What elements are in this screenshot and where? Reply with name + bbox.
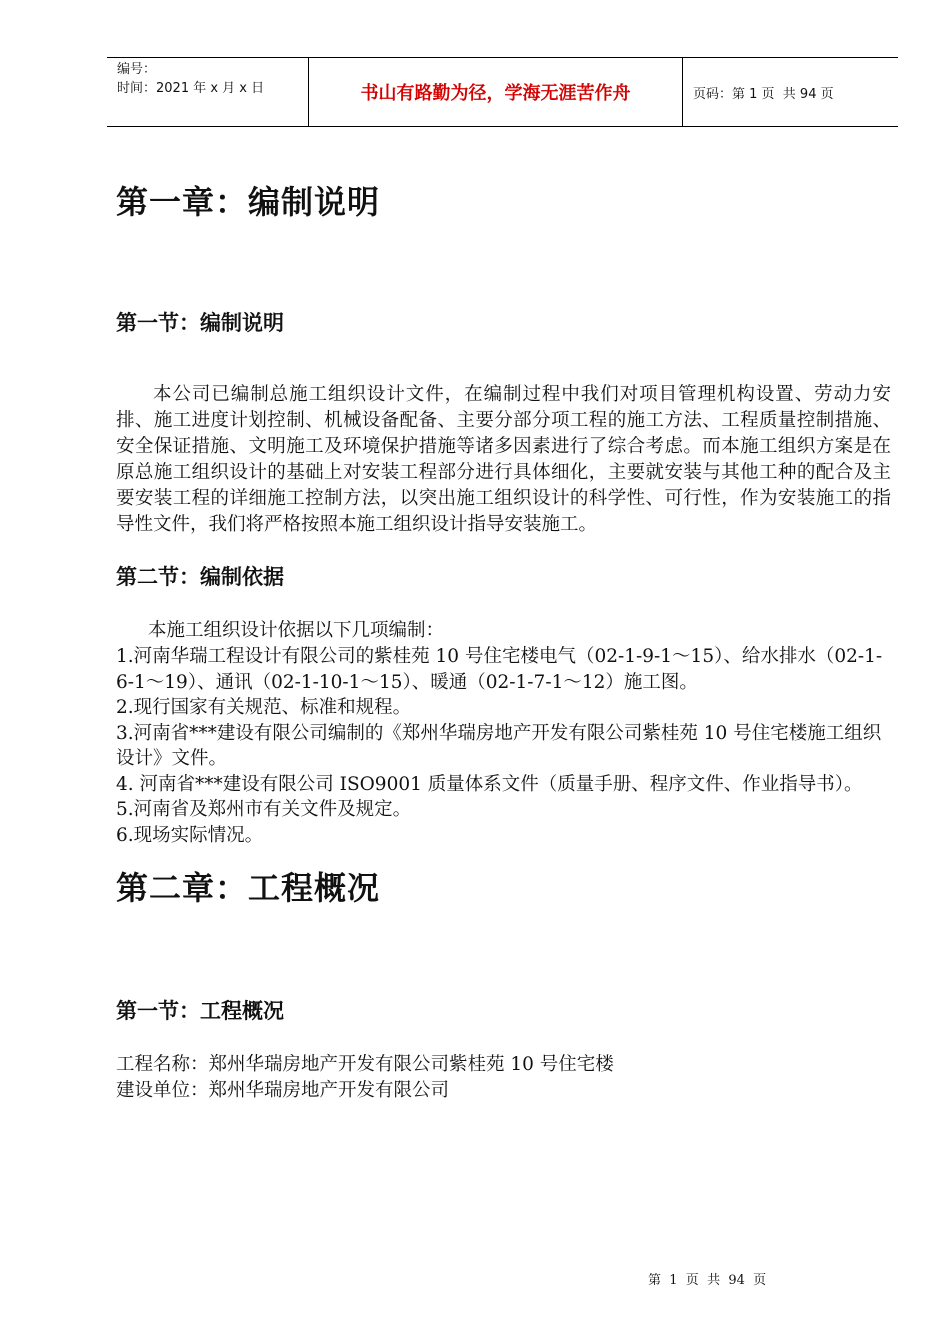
chapter-2-section-1-title: 第一节：工程概况 <box>116 999 284 1023</box>
header-meta <box>107 58 309 126</box>
basis-item-4: 4. 河南省***建设有限公司 ISO9001 质量体系文件（质量手册、程序文件、作业指导书）。 <box>116 773 863 795</box>
basis-item-2: 2.现行国家有关规范、标准和规程。 <box>116 697 412 718</box>
chapter-1-section-2-title: 第二节：编制依据 <box>116 565 284 589</box>
page-footer: 第 1 页 共 94 页 <box>648 1273 767 1288</box>
basis-item-5: 5.河南省及郑州市有关文件及规定。 <box>116 799 412 820</box>
header-motto: 书山有路勤为径，学海无涯苦作舟 <box>309 58 683 126</box>
number-label: 编号： <box>117 62 157 77</box>
chapter-1-title: 第一章：编制说明 <box>116 183 381 221</box>
basis-item-3: 3.河南省***建设有限公司编制的《郑州华瑞房地产开发有限公司紫桂苑 10 号住宅楼施工组织设计》文件。 <box>116 722 882 769</box>
page-info-text: 页码：第 1 页 共 94 页 <box>693 86 834 102</box>
chapter-1-section-1-title: 第一节：编制说明 <box>116 311 284 335</box>
header-page-info <box>683 58 898 126</box>
page-header <box>107 57 898 127</box>
basis-item-1: 1.河南华瑞工程设计有限公司的紫桂苑 10 号住宅楼电气（02-1-9-1～15）、给水排水（02-1-6-1～19）、通讯（02-1-10-1～15）、暖通（02-1-7-1～12）施工图。 <box>116 646 883 693</box>
chapter-2-title: 第二章：工程概况 <box>116 869 381 907</box>
section-1-paragraph: 本公司已编制总施工组织设计文件，在编制过程中我们对项目管理机构设置、劳动力安排、施工进度计划控制、机械设备配备、主要分部分项工程的施工方法、工程质量控制措施、安全保证措施、文明施工及环境保护措施等诸多因素进行了综合考虑。而本施工组织方案是在原总施工组织设计的基础上对安装工程部分进行具体细化，主要就安装与其他工种的配合及主要安装工程的详细施工控制方法，以突出施工组织设计的科学性、可行性，作为安装施工的指导性文件，我们将严格按照本施工组织设计指导安装施工。 <box>116 384 891 535</box>
builder-field: 建设单位：郑州华瑞房地产开发有限公司 <box>116 1080 450 1101</box>
project-name-field: 工程名称：郑州华瑞房地产开发有限公司紫桂苑 10 号住宅楼 <box>116 1054 614 1075</box>
basis-list <box>116 644 891 848</box>
section-2-intro: 本施工组织设计依据以下几项编制： <box>148 620 445 641</box>
basis-item-6: 6.现场实际情况。 <box>116 824 264 846</box>
time-label: 时间：2021 年 x 月 x 日 <box>117 81 265 96</box>
document-body <box>116 180 891 1104</box>
